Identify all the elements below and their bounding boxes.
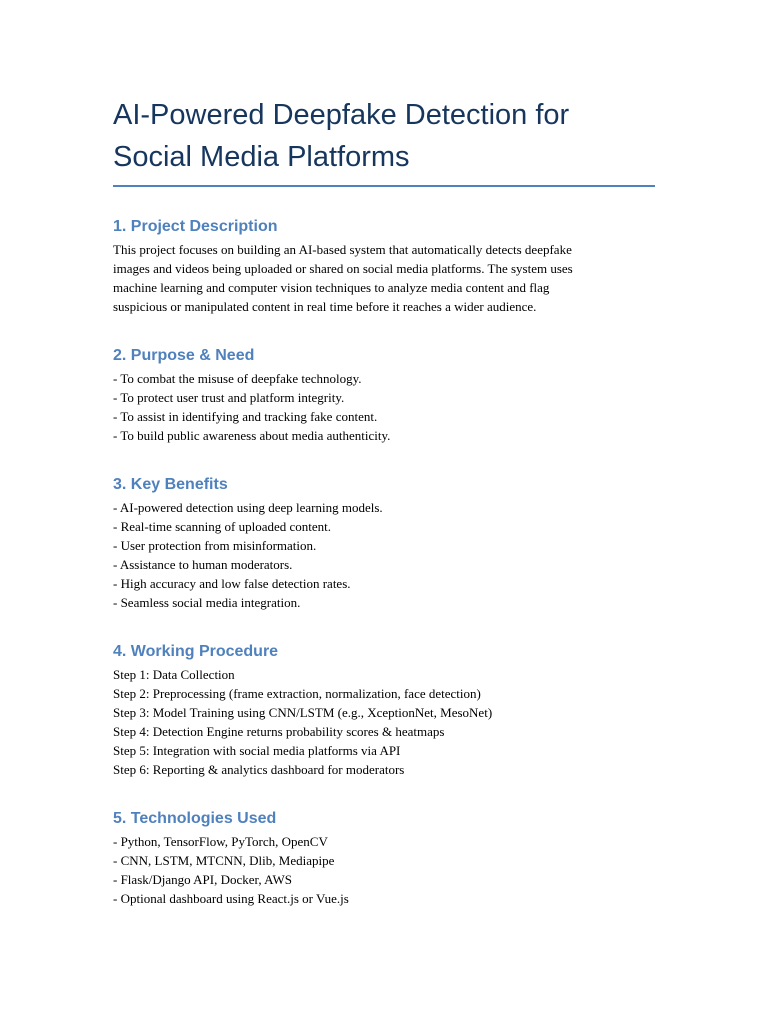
procedure-step: Step 2: Preprocessing (frame extraction, normalization, face detection) xyxy=(113,686,481,701)
section-technologies-used xyxy=(113,809,655,908)
paragraph-line: images and videos being uploaded or shared on social media platforms. The system uses xyxy=(113,261,573,276)
procedure-step: Step 1: Data Collection xyxy=(113,667,235,682)
list-item: - Python, TensorFlow, PyTorch, OpenCV xyxy=(113,834,328,849)
list-item: - To combat the misuse of deepfake technology. xyxy=(113,371,362,386)
section-project-description xyxy=(113,217,655,316)
list-item: - Flask/Django API, Docker, AWS xyxy=(113,872,292,887)
list-item: - Seamless social media integration. xyxy=(113,595,301,610)
procedure-step: Step 6: Reporting & analytics dashboard for moderators xyxy=(113,762,405,777)
paragraph-line: machine learning and computer vision techniques to analyze media content and flag xyxy=(113,280,550,295)
section-heading: 5. Technologies Used xyxy=(113,810,277,827)
section-heading: 2. Purpose & Need xyxy=(113,347,255,364)
list-item: - To assist in identifying and tracking fake content. xyxy=(113,409,378,424)
section-heading: 3. Key Benefits xyxy=(113,476,228,493)
list-item: - To build public awareness about media authenticity. xyxy=(113,428,391,443)
section-working-procedure xyxy=(113,642,655,779)
paragraph-line: This project focuses on building an AI-based system that automatically detects deepfake xyxy=(113,242,572,257)
paragraph-line: suspicious or manipulated content in real time before it reaches a wider audience. xyxy=(113,299,537,314)
procedure-step: Step 3: Model Training using CNN/LSTM (e.g., XceptionNet, MesoNet) xyxy=(113,705,493,720)
section-key-benefits xyxy=(113,475,655,612)
document-title-line-2: Social Media Platforms xyxy=(113,141,410,173)
section-heading: 4. Working Procedure xyxy=(113,643,279,660)
document-title-line-1: AI-Powered Deepfake Detection for xyxy=(113,99,570,131)
list-item: - Optional dashboard using React.js or Vue.js xyxy=(113,891,349,906)
list-item: - CNN, LSTM, MTCNN, Dlib, Mediapipe xyxy=(113,853,335,868)
list-item: - To protect user trust and platform integrity. xyxy=(113,390,345,405)
list-item: - Real-time scanning of uploaded content. xyxy=(113,519,332,534)
title-underline-rule xyxy=(113,185,655,187)
list-item: - User protection from misinformation. xyxy=(113,538,317,553)
list-item: - Assistance to human moderators. xyxy=(113,557,293,572)
list-item: - AI-powered detection using deep learning models. xyxy=(113,500,383,515)
list-item: - High accuracy and low false detection rates. xyxy=(113,576,351,591)
section-purpose-need xyxy=(113,346,655,445)
section-heading: 1. Project Description xyxy=(113,218,278,235)
procedure-step: Step 5: Integration with social media platforms via API xyxy=(113,743,401,758)
procedure-step: Step 4: Detection Engine returns probability scores & heatmaps xyxy=(113,724,445,739)
document-title xyxy=(113,94,655,185)
